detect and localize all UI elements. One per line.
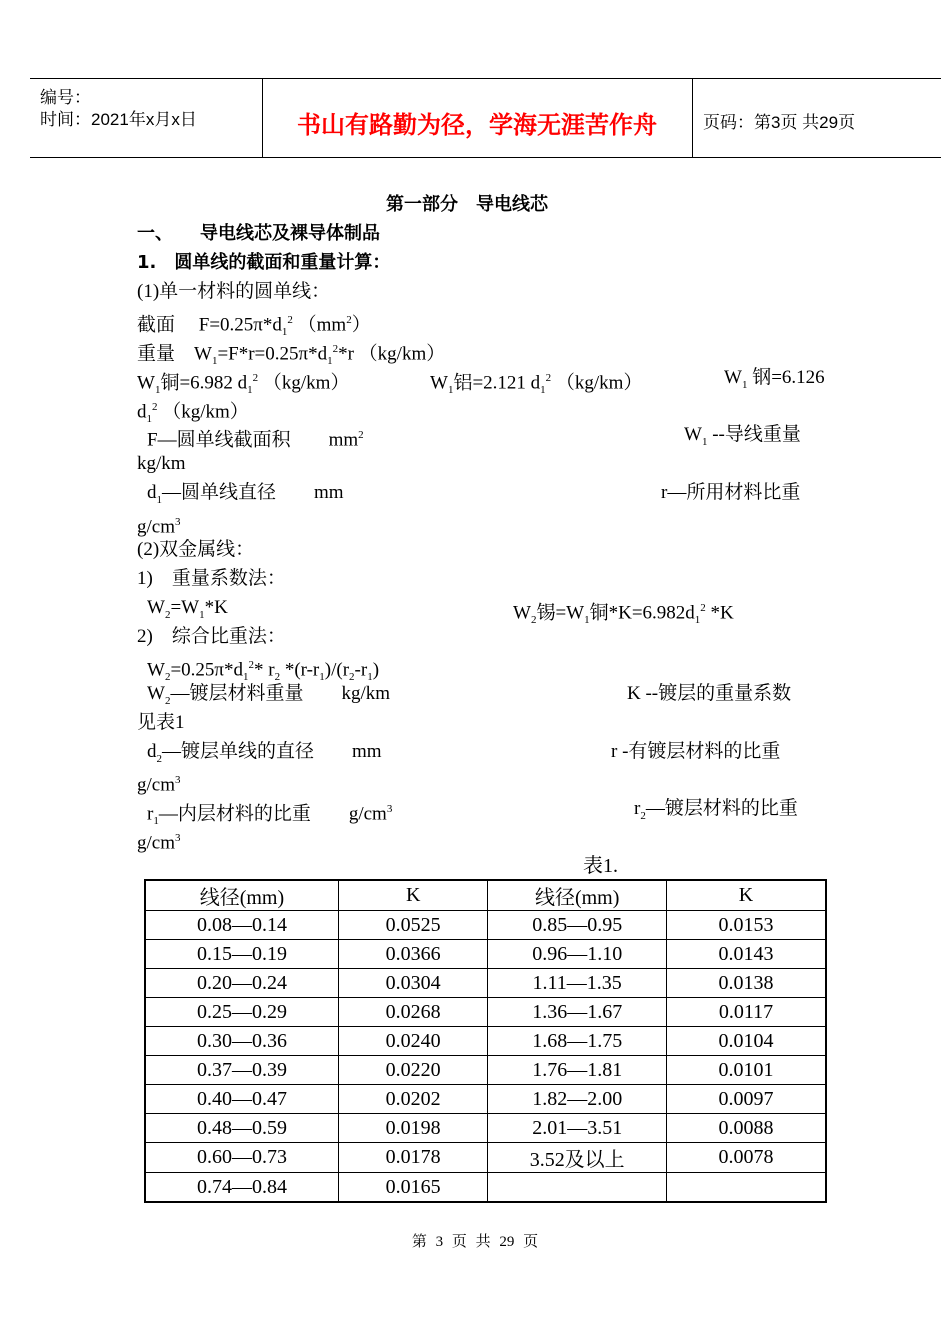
table-cell: 0.0178: [338, 1143, 488, 1173]
table-cell: 0.37—0.39: [145, 1056, 338, 1085]
table-cell: 0.25—0.29: [145, 998, 338, 1027]
table-cell: 2.01—3.51: [488, 1114, 666, 1143]
table-cell: 1.82—2.00: [488, 1085, 666, 1114]
table-cell: 1.11—1.35: [488, 969, 666, 998]
table-cell: 0.0101: [666, 1056, 826, 1085]
serial-label: 编号：: [40, 88, 91, 107]
page-header: [30, 78, 941, 158]
table-cell: 0.0268: [338, 998, 488, 1027]
table-cell: 0.48—0.59: [145, 1114, 338, 1143]
table-header-row: [145, 880, 826, 911]
table-cell: 0.0143: [666, 940, 826, 969]
table-header-cell: 线径(mm): [488, 880, 666, 911]
table-cell: 0.74—0.84: [145, 1173, 338, 1203]
table-row: [145, 1056, 826, 1085]
table-cell: 0.0138: [666, 969, 826, 998]
table-cell: 0.0202: [338, 1085, 488, 1114]
table-cell: 0.30—0.36: [145, 1027, 338, 1056]
table-cell: [666, 1173, 826, 1203]
table-cell: 0.20—0.24: [145, 969, 338, 998]
page-number-label: 页码：第3页 共29页: [703, 113, 856, 132]
table-cell: [488, 1173, 666, 1203]
table-cell: 0.0220: [338, 1056, 488, 1085]
motto: 书山有路勤为径，学海无涯苦作舟: [297, 111, 657, 139]
table-cell: 1.68—1.75: [488, 1027, 666, 1056]
table-row: [145, 998, 826, 1027]
table-cell: 0.96—1.10: [488, 940, 666, 969]
table-cell: 0.40—0.47: [145, 1085, 338, 1114]
table-cell: 0.0117: [666, 998, 826, 1027]
table-row: [145, 1027, 826, 1056]
page-title: 第一部分 导电线芯: [386, 194, 548, 215]
table-cell: 1.76—1.81: [488, 1056, 666, 1085]
header-motto-cell: [262, 79, 693, 157]
table-cell: 0.08—0.14: [145, 911, 338, 940]
table-cell: 0.85—0.95: [488, 911, 666, 940]
table-cell: 0.0240: [338, 1027, 488, 1056]
table-cell: 1.36—1.67: [488, 998, 666, 1027]
table-cell: 0.0198: [338, 1114, 488, 1143]
page-footer: 第 3 页 共 29 页: [411, 1234, 539, 1250]
table-caption: 表1.: [583, 855, 618, 877]
table-cell: 0.15—0.19: [145, 940, 338, 969]
table-cell: 3.52及以上: [488, 1143, 666, 1173]
table-row: [145, 1143, 826, 1173]
table-cell: 0.0165: [338, 1173, 488, 1203]
table-cell: 0.0078: [666, 1143, 826, 1173]
table-cell: 0.0153: [666, 911, 826, 940]
table-header-cell: K: [338, 880, 488, 911]
table-row: [145, 969, 826, 998]
time-label: 时间：2021年x月x日: [40, 110, 197, 129]
table-row: [145, 1114, 826, 1143]
table-cell: 0.0525: [338, 911, 488, 940]
table-row: [145, 1085, 826, 1114]
table-row: [145, 940, 826, 969]
subsection-heading: 1. 圆单线的截面和重量计算：: [137, 252, 391, 273]
table-cell: 0.60—0.73: [145, 1143, 338, 1173]
table-cell: 0.0088: [666, 1114, 826, 1143]
table-cell: 0.0304: [338, 969, 488, 998]
table-cell: 0.0366: [338, 940, 488, 969]
table-cell: 0.0104: [666, 1027, 826, 1056]
header-left-cell: [30, 79, 263, 157]
k-coefficient-table: [144, 879, 827, 1203]
section-heading: 一、 导电线芯及裸导体制品: [137, 223, 380, 244]
table-header-cell: 线径(mm): [145, 880, 338, 911]
table-cell: 0.0097: [666, 1085, 826, 1114]
table-row: [145, 911, 826, 940]
table-header-cell: K: [666, 880, 826, 911]
table-row: [145, 1173, 826, 1203]
